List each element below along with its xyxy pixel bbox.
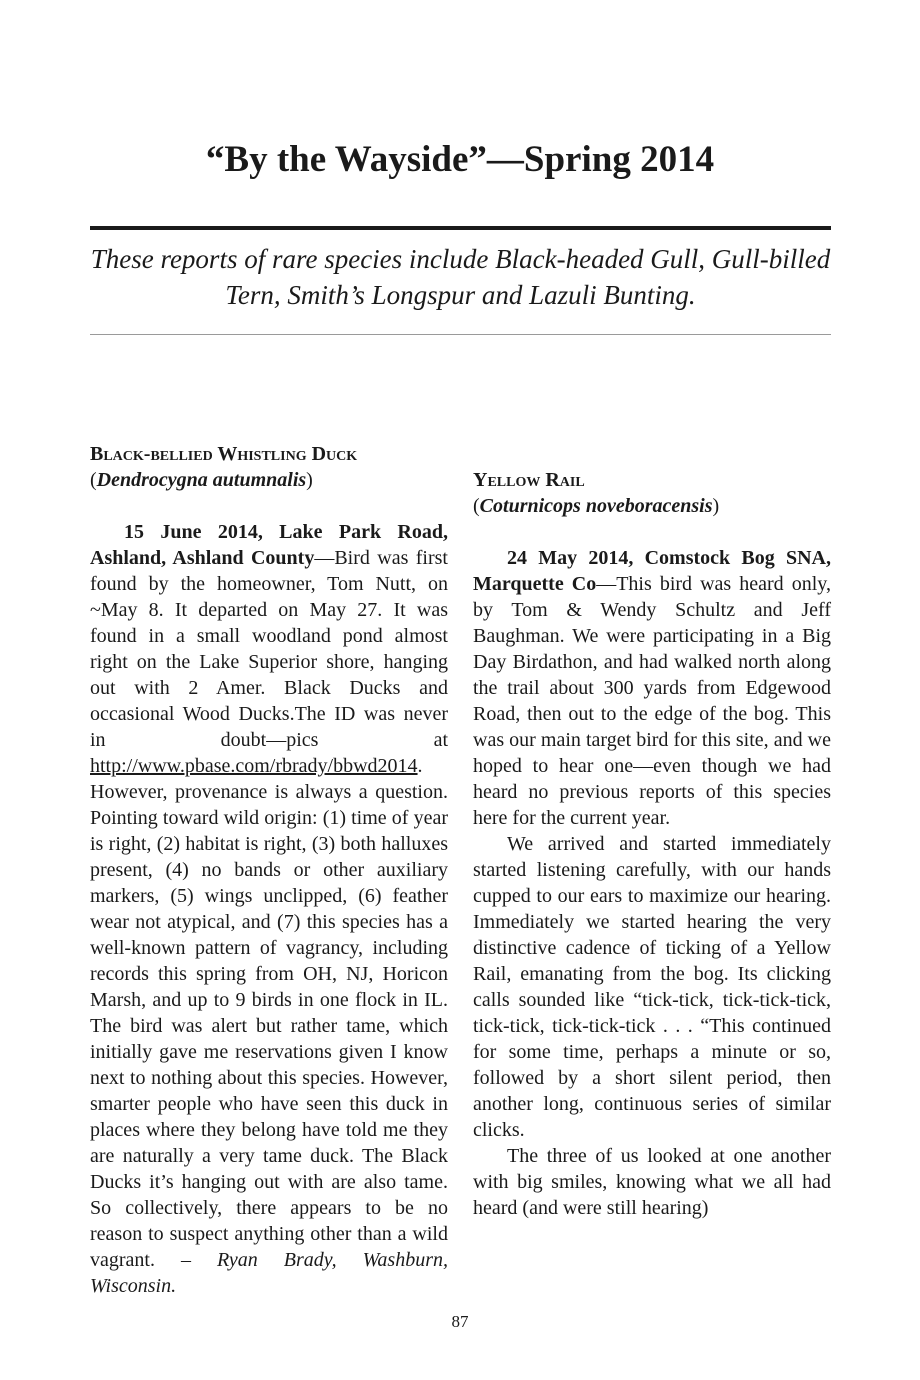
report-text: —Bird was first found by the homeowner, Tom Nutt, on ~May 8. It departed on May 27. It was found in a small woodland pond almost right on the Lake Superior shore, hanging out with 2 Amer. Black Ducks and occasional Wood Ducks.The ID was never in doubt—pics at — [90, 547, 448, 751]
subtitle-rule — [90, 334, 831, 335]
report-heading: 15 June 2014, Lake Park Road, Ashland, Ashland County — [90, 521, 448, 569]
scientific-name-text: Coturnicops noveboracensis — [479, 495, 713, 517]
report-paragraph-3: The three of us looked at one another with big smiles, knowing what we all had heard (and were still hearing) — [473, 1145, 831, 1219]
report-text: —This bird was heard only, by Tom & Wendy Schultz and Jeff Baughman. We were participating in a Big Day Birdathon, and had walked north along the trail about 300 yards from Edgewood Road, then out to the edge of the bog. This was our main target bird for this site, and we hoped to hear one—even though we had heard no previous reports of this species here for the current year. — [473, 573, 831, 829]
title-rule — [90, 226, 831, 230]
species-common-name: Yellow Rail — [473, 469, 585, 491]
right-column — [473, 441, 831, 1221]
species-common-name: Black-bellied Whistling Duck — [90, 443, 358, 465]
report-heading: 24 May 2014, Comstock Bog SNA, Marquette Co — [473, 547, 831, 595]
left-column — [90, 441, 448, 1299]
species-scientific-name: (Dendrocygna autumnalis) — [90, 469, 313, 491]
article-title: “By the Wayside”—Spring 2014 — [205, 139, 715, 180]
species-scientific-name: (Coturnicops noveboracensis) — [473, 495, 720, 517]
report-text-continued: . However, provenance is always a question. Pointing toward wild origin: (1) time of year is right, (2) habitat is right, (3) both halluxes present, (4) no bands or other auxiliary markers, (5) wings unclipped, (6) feather wear not atypical, and (7) this species has a well-known pattern of vagrancy, including records this spring from OH, NJ, Horicon Marsh, and up to 9 birds in one flock in IL. The bird was alert but rather tame, which initially gave me reservations given I know next to nothing about this species. However, smarter people who have seen this duck in places where they belong have told me they are naturally a very tame duck. The Black Ducks it’s hanging out with are also tame. So collectively, there appears to be no reason to suspect anything other than a wild vagrant. – — [90, 755, 448, 1271]
report-paragraph-2: We arrived and started immediately started listening carefully, with our hands cupped to our ears to maximize our hearing. Immediately we started hearing the very distinctive cadence of ticking of a Yellow Rail, emanating from the bog. Its clicking calls sounded like “tick-tick, tick-tick-tick, tick-tick, tick-tick-tick . . . “This continued for some time, perhaps a minute or so, followed by a short silent period, then another long, continuous series of similar clicks. — [473, 833, 831, 1141]
observer-credit: Ryan Brady, Washburn, Wisconsin. — [90, 1249, 448, 1297]
report-paragraph — [90, 519, 448, 1299]
page-number: 87 — [451, 1312, 469, 1331]
article-subtitle: These reports of rare species include Black-headed Gull, Gull-billed Tern, Smith’s Longspur and Lazuli Bunting. — [90, 244, 831, 310]
photo-link[interactable]: http://www.pbase.com/rbrady/bbwd2014 — [90, 755, 418, 777]
scientific-name-text: Dendrocygna autumnalis — [96, 469, 307, 491]
report-paragraph — [473, 545, 831, 831]
